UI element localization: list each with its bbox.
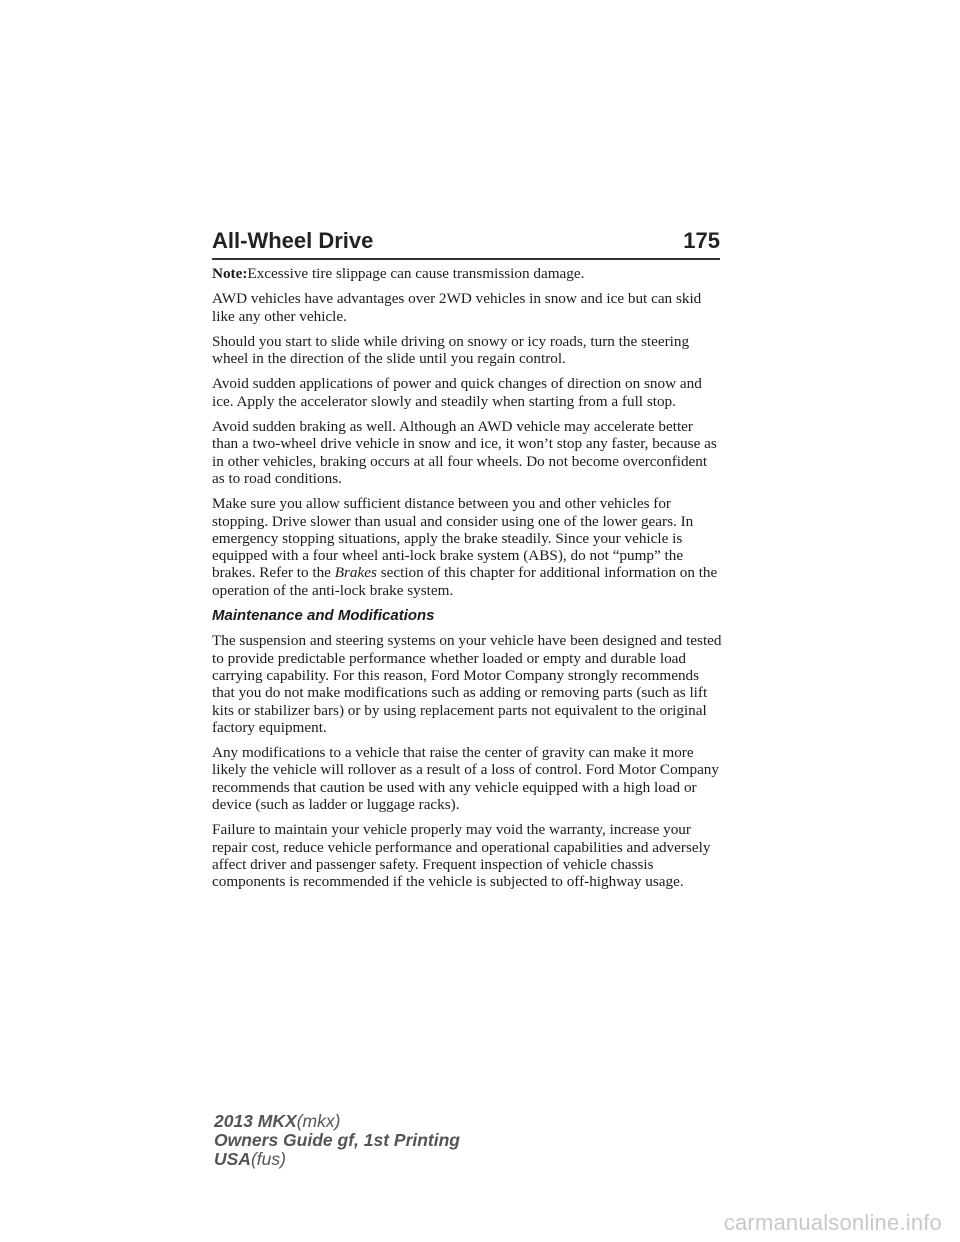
- brakes-reference: Brakes: [334, 564, 377, 582]
- footer-line-region: [214, 1150, 460, 1169]
- header-rule: [212, 258, 720, 260]
- paragraph-awd-advantages: AWD vehicles have advantages over 2WD vehicles in snow and ice but can skid like any other vehicle.: [212, 290, 702, 325]
- footer-model-code: (mkx): [296, 1111, 341, 1131]
- footer-region-code: (fus): [250, 1149, 286, 1169]
- footer-model: 2013 MKX: [214, 1111, 297, 1131]
- paragraph-slide: Should you start to slide while driving on snowy or icy roads, turn the steering wheel in the direction of the slide until you regain control.: [212, 332, 690, 368]
- footer-guide: Owners Guide gf, 1st Printing: [214, 1130, 460, 1150]
- page-header: [212, 228, 720, 254]
- paragraph-sudden-braking: Avoid sudden braking as well. Although an AWD vehicle may accelerate better than a two-wheel drive vehicle in snow and ice, it won’t stop any faster, because as in other vehicles, braking occurs at all four wheels. Do not become overconfident as to road conditions.: [212, 418, 717, 487]
- page-number: 175: [683, 228, 720, 253]
- section-title: All-Wheel Drive: [212, 228, 374, 253]
- footer-region: USA: [214, 1149, 251, 1169]
- page-footer: [214, 1112, 460, 1169]
- paragraph-modifications: Any modifications to a vehicle that raise the center of gravity can make it more likely the vehicle will rollover as a result of a loss of control. Ford Motor Company recommends that caution be used with any vehicle equipped with a high load or device (such as ladder or luggage racks).: [212, 744, 719, 814]
- paragraph-text: Make sure you allow sufficient distance between you and other vehicles for stopping. Drive slower than usual and consider using one of the lower gears. In emergency stopping situations, apply the brake steadily. Since your vehicle is equipped with a four wheel anti-lock brake system (ABS), do not “pump” the brakes. Refer to the: [212, 495, 694, 582]
- paragraph-sudden-power: Avoid sudden applications of power and quick changes of direction on snow and ice. Apply the accelerator slowly and steadily when starting from a full stop.: [212, 375, 702, 410]
- footer-line-model: [214, 1112, 460, 1131]
- watermark: carmanualsonline.info: [723, 1210, 942, 1235]
- paragraph-maintenance: Failure to maintain your vehicle properly may void the warranty, increase your repair cost, reduce vehicle performance and operational capabilities and adversely affect driver and passenger safety. Frequent inspection of vehicle chassis components is recommended if the vehicle is subjected to off-highway usage.: [212, 821, 711, 891]
- note-text: Excessive tire slippage can cause transmission damage.: [247, 265, 585, 282]
- note-paragraph: [212, 265, 722, 282]
- page-content: [212, 265, 722, 899]
- subheading-maintenance: Maintenance and Modifications: [212, 607, 435, 625]
- paragraph-text: section of this chapter for additional information on the operation of the anti-lock brake system.: [212, 564, 718, 599]
- paragraph-stopping-distance: [212, 495, 722, 599]
- paragraph-suspension: The suspension and steering systems on your vehicle have been designed and tested to provide predictable performance whether loaded or empty and durable load carrying capability. For this reason, Ford Motor Company strongly recommends that you do not make modifications such as adding or removing parts (such as lift kits or stabilizer bars) or by using replacement parts not equivalent to the original factory equipment.: [212, 632, 722, 736]
- note-label: Note:: [212, 265, 248, 282]
